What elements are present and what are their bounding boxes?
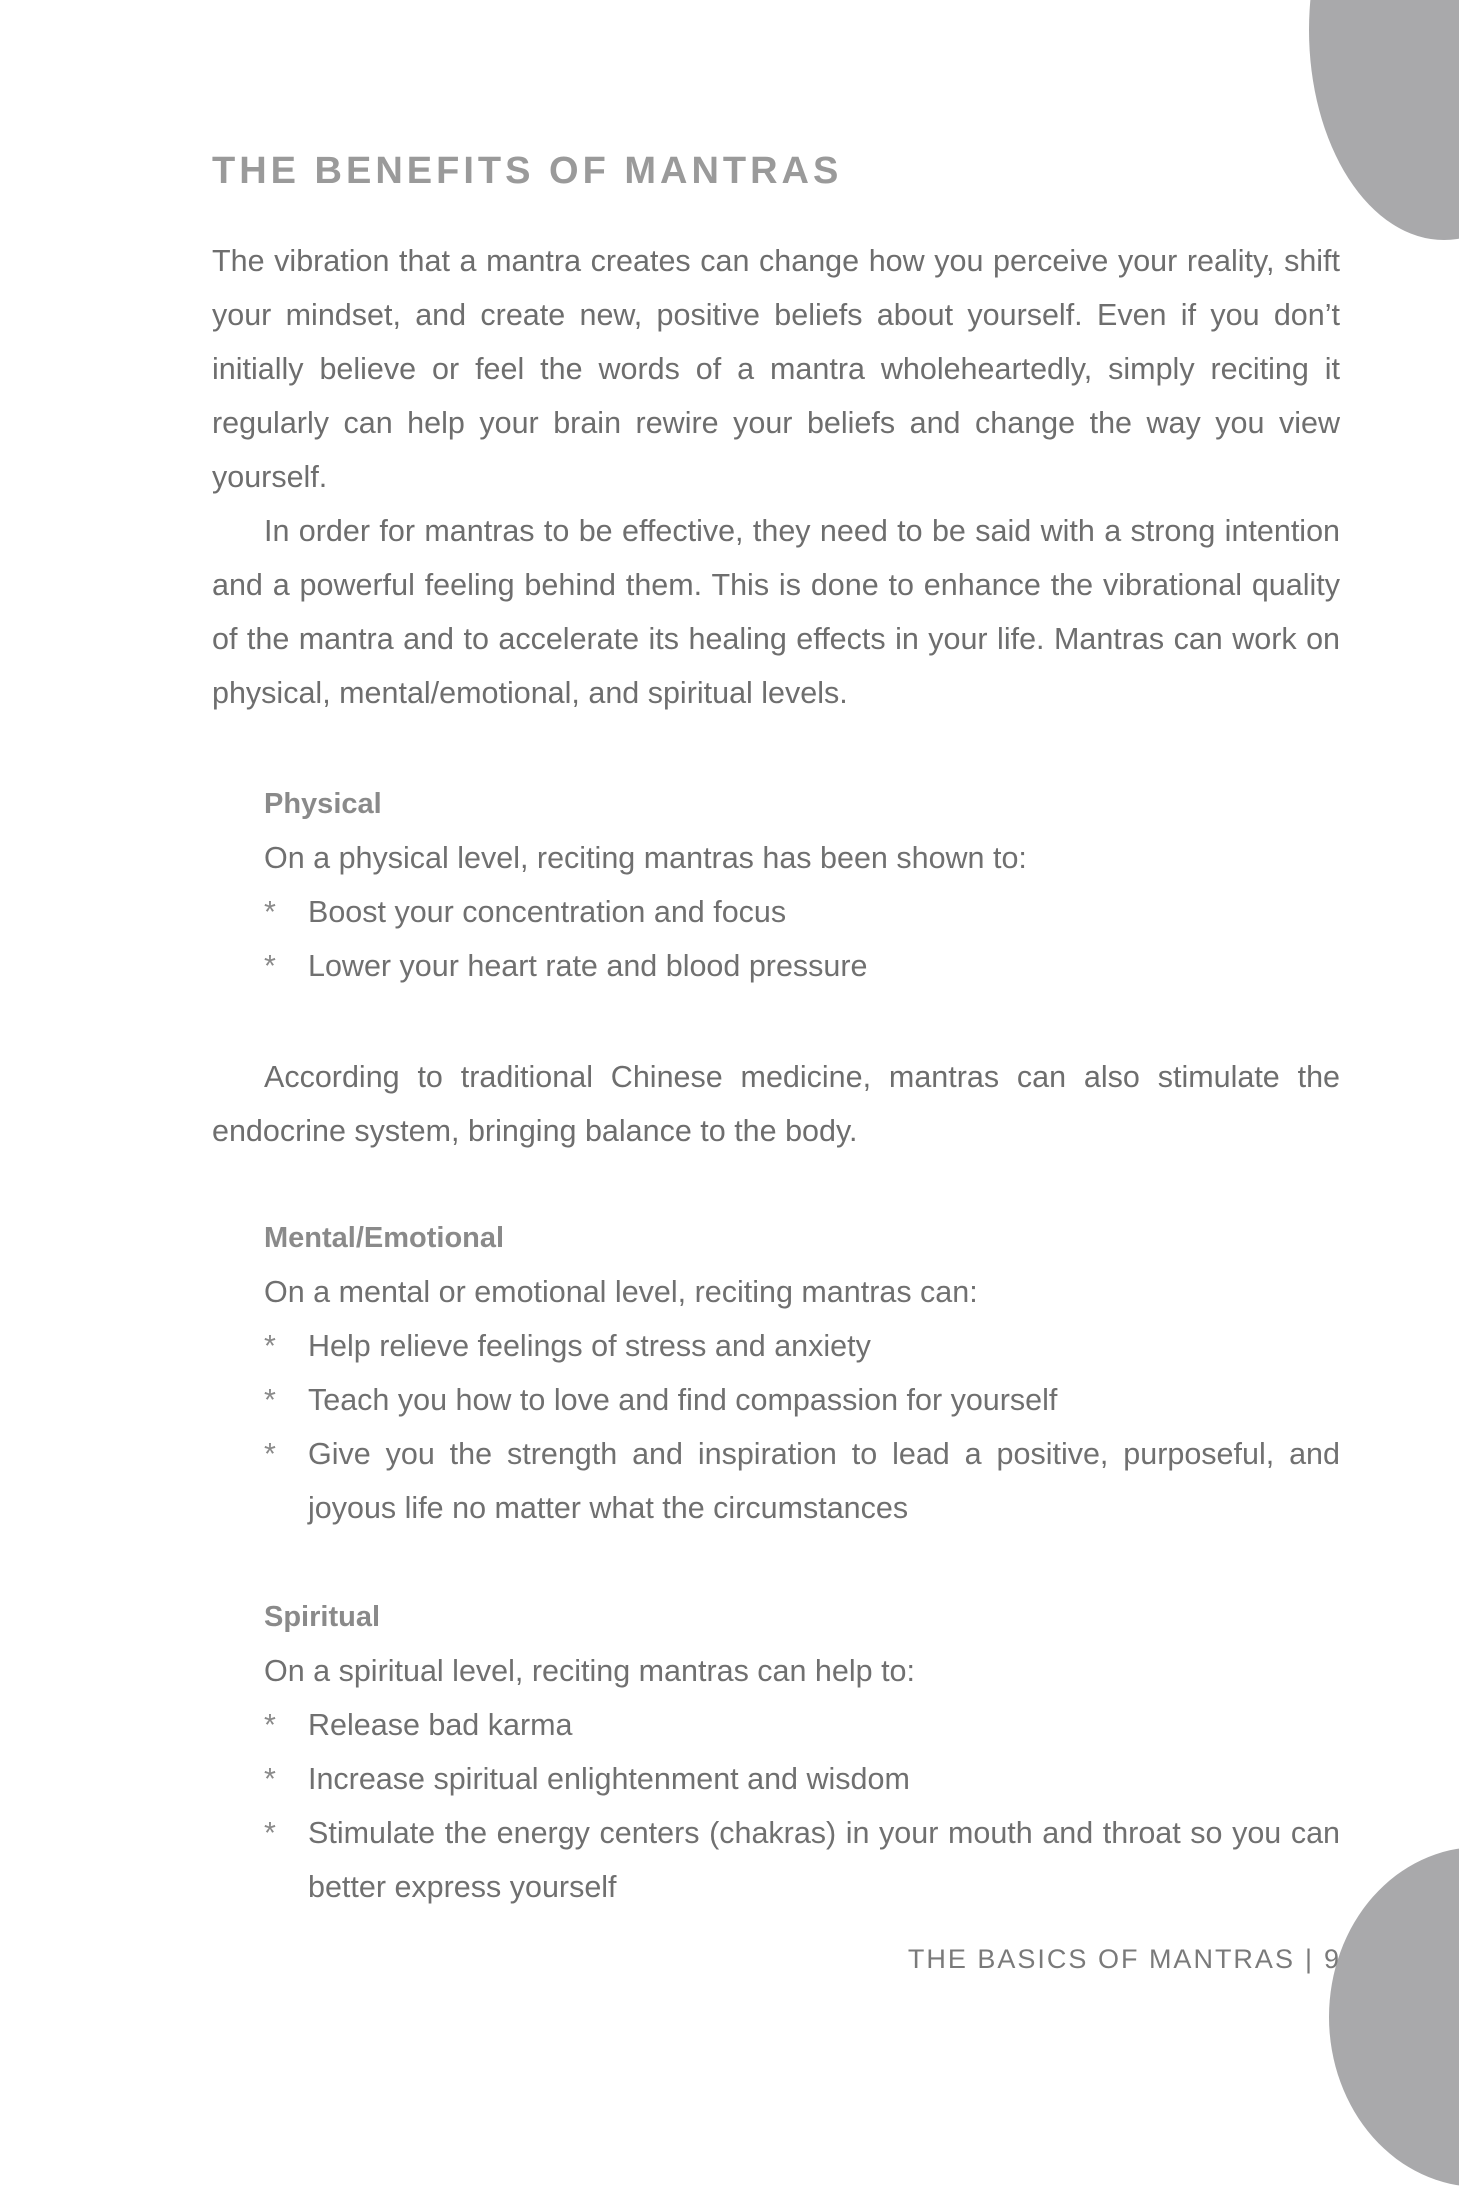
spiritual-section: [264, 1590, 1340, 1914]
intro-text: [212, 234, 1340, 720]
bullet-star-icon: *: [264, 1762, 276, 1796]
list-item: * Teach you how to love and find compassion for yourself: [264, 1373, 1340, 1427]
list-item: * Stimulate the energy centers (chakras) in your mouth and throat so you can better express yourself: [264, 1806, 1340, 1914]
bullet-star-icon: *: [264, 895, 276, 929]
bullet-star-icon: *: [264, 949, 276, 983]
spiritual-subheading: Spiritual: [264, 1601, 381, 1633]
list-item: * Help relieve feelings of stress and anxiety: [264, 1319, 1340, 1373]
bullet-star-icon: *: [264, 1708, 276, 1742]
page-corner-shadow-top: [1309, 0, 1459, 240]
list-item: * Release bad karma: [264, 1698, 1340, 1752]
physical-lead: On a physical level, reciting mantras has been shown to:: [264, 841, 1027, 875]
spiritual-lead: On a spiritual level, reciting mantras can help to:: [264, 1654, 915, 1688]
list-item: * Give you the strength and inspiration to lead a positive, purposeful, and joyous life no matter what the circumstances: [264, 1427, 1340, 1535]
physical-section: [264, 777, 1340, 993]
physical-followup: [212, 1050, 1340, 1158]
mental-subheading: Mental/Emotional: [264, 1222, 505, 1254]
bullet-star-icon: *: [264, 1437, 276, 1471]
list-item: * Increase spiritual enlightenment and wisdom: [264, 1752, 1340, 1806]
page-number: 9: [1323, 1944, 1341, 1974]
list-item: * Boost your concentration and focus: [264, 885, 1340, 939]
physical-subheading: Physical: [264, 788, 382, 820]
intro-paragraph-2: In order for mantras to be effective, they need to be said with a strong intention and a powerful feeling behind them. This is done to enhance the vibrational quality of the mantra and to accelerate its healing effects in your life. Mantras can work on physical, mental/emotional, and spiritual levels.: [212, 514, 1340, 710]
page-corner-shadow-bottom: [1329, 1847, 1459, 2187]
page-footer: [908, 1944, 1341, 1975]
running-title: THE BASICS OF MANTRAS: [907, 1944, 1295, 1974]
section-heading: THE BENEFITS OF MANTRAS: [212, 150, 843, 192]
mental-section: [264, 1211, 1340, 1535]
mental-list: [264, 1319, 1340, 1535]
footer-separator: |: [1304, 1944, 1314, 1974]
intro-paragraph-1: The vibration that a mantra creates can change how you perceive your reality, shift your mindset, and create new, positive beliefs about yourself. Even if you don’t initially believe or feel the words of a mantra wholeheartedly, simply reciting it regularly can help your brain rewire your beliefs and change the way you view yourself.: [212, 244, 1340, 494]
bullet-star-icon: *: [264, 1329, 276, 1363]
bullet-star-icon: *: [264, 1383, 276, 1417]
bullet-star-icon: *: [264, 1816, 276, 1850]
list-item: * Lower your heart rate and blood pressure: [264, 939, 1340, 993]
followup-paragraph: According to traditional Chinese medicine, mantras can also stimulate the endocrine system, bringing balance to the body.: [212, 1060, 1340, 1148]
spiritual-list: [264, 1698, 1340, 1914]
mental-lead: On a mental or emotional level, reciting mantras can:: [264, 1275, 978, 1309]
physical-list: [264, 885, 1340, 993]
